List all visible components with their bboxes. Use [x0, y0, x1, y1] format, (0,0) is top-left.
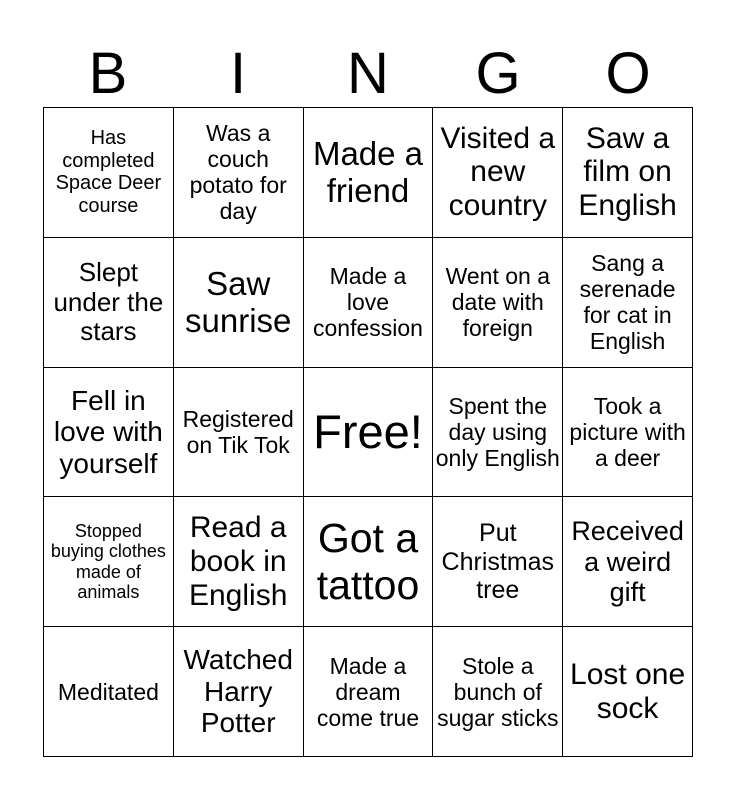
bingo-cell-text: Received a weird gift — [571, 516, 684, 608]
bingo-cell[interactable] — [44, 627, 174, 757]
bingo-cell[interactable] — [433, 627, 563, 757]
bingo-cell-text: Saw sunrise — [185, 264, 292, 340]
bingo-cell[interactable] — [44, 497, 174, 627]
bingo-cell[interactable] — [563, 627, 693, 757]
bingo-cell[interactable] — [304, 627, 434, 757]
bingo-cell-text: Meditated — [57, 678, 159, 705]
bingo-cell[interactable] — [563, 497, 693, 627]
bingo-cell-text: Got a tattoo — [316, 515, 420, 608]
bingo-cell[interactable] — [433, 497, 563, 627]
header-letter-b: B — [88, 41, 128, 106]
bingo-cell[interactable] — [174, 627, 304, 757]
bingo-header — [43, 40, 693, 108]
bingo-cell[interactable] — [174, 238, 304, 368]
bingo-cell[interactable] — [174, 368, 304, 498]
header-letter-n: N — [347, 41, 389, 106]
bingo-cell-text: Has completed Space Deer course — [55, 127, 162, 217]
bingo-cell[interactable] — [563, 368, 693, 498]
bingo-cell[interactable] — [563, 108, 693, 238]
bingo-cell-text: Made a dream come true — [316, 652, 420, 731]
bingo-cell[interactable] — [44, 238, 174, 368]
bingo-cell-text: Read a book in English — [188, 510, 288, 612]
header-letter-g: G — [475, 41, 521, 106]
bingo-cell-text: Visited a new country — [440, 121, 556, 223]
bingo-cell[interactable] — [44, 368, 174, 498]
bingo-cell-text: Made a love confession — [313, 263, 423, 342]
bingo-cell-text: Took a picture with a deer — [569, 393, 686, 471]
bingo-cell-text: Stole a bunch of sugar sticks — [437, 652, 559, 731]
free-space-text: Free! — [313, 405, 423, 459]
bingo-board — [43, 107, 693, 757]
bingo-cell[interactable] — [433, 238, 563, 368]
bingo-cell-text: Fell in love with yourself — [53, 384, 163, 479]
header-letter-o: O — [605, 41, 651, 106]
bingo-cell-text: Registered on Tik Tok — [182, 406, 294, 458]
bingo-cell-text: Made a friend — [312, 135, 424, 210]
bingo-cell-text: Watched Harry Potter — [183, 644, 293, 739]
bingo-cell[interactable] — [433, 368, 563, 498]
bingo-cell[interactable] — [433, 108, 563, 238]
header-letter-i: I — [229, 41, 247, 106]
bingo-cell-text: Put Christmas tree — [441, 519, 555, 604]
bingo-cell-text: Slept under the stars — [53, 257, 164, 346]
bingo-cell-text: Lost one sock — [570, 657, 686, 725]
bingo-cell-text: Was a couch potato for day — [189, 120, 287, 225]
bingo-cell[interactable] — [304, 108, 434, 238]
bingo-cell[interactable] — [563, 238, 693, 368]
bingo-cell[interactable] — [174, 108, 304, 238]
bingo-cell[interactable] — [304, 238, 434, 368]
bingo-cell[interactable] — [44, 108, 174, 238]
bingo-cell-text: Went on a date with foreign — [445, 263, 550, 342]
free-space-cell[interactable] — [304, 368, 434, 498]
bingo-cell[interactable] — [174, 497, 304, 627]
bingo-cell-text: Saw a film on English — [578, 121, 677, 223]
bingo-cell-text: Sang a serenade for cat in English — [579, 250, 676, 355]
bingo-cell[interactable] — [304, 497, 434, 627]
bingo-cell-text: Stopped buying clothes made of animals — [50, 521, 166, 603]
bingo-cell-text: Spent the day using only English — [435, 393, 560, 471]
